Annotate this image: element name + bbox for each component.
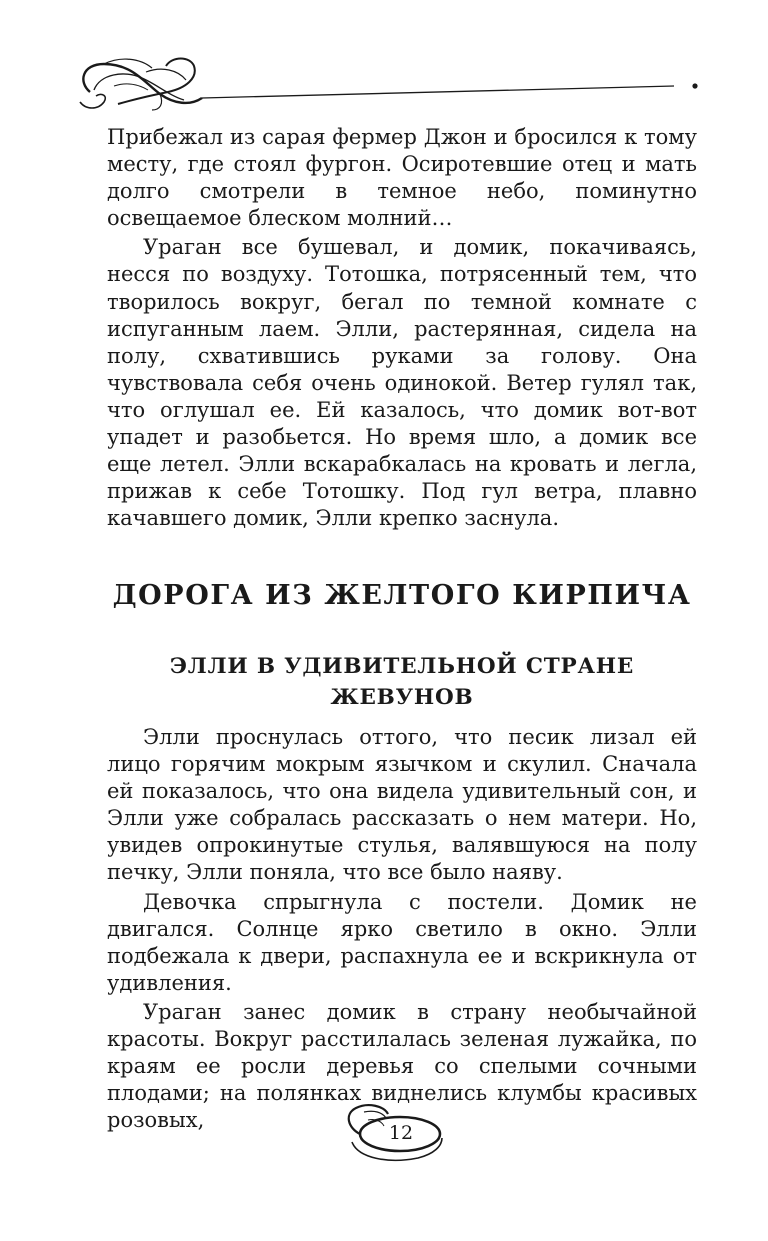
intro-text [107, 124, 697, 532]
paragraph: Прибежал из сарая фермер Джон и бросился к тому месту, где стоял фургон. Осиротевшие отец и мать долго смотрели в темное небо, поминутно освещаемое блеском молний… [107, 125, 697, 231]
section-title-line: ЖЕВУНОВ [330, 685, 474, 710]
chapter-title: ДОРОГА ИЗ ЖЕЛТОГО КИРПИЧА [112, 580, 692, 611]
chapter-text [107, 724, 697, 1134]
page-number: 12 [388, 1122, 414, 1144]
section-title [140, 651, 664, 713]
paragraph: Девочка спрыгнула с постели. Домик не двигался. Солнце ярко светило в окно. Элли подбежала к двери, распахнула ее и вскрикнула от удивления. [107, 889, 697, 995]
paragraph: Ураган все бушевал, и домик, покачиваясь, несся по воздуху. Тотошка, потрясенный тем, что творилось вокруг, бегал по темной комнате с испуганным лаем. Элли, растерянная, сидела на полу, схватившись руками за голову. Она чувствовала себя очень одинокой. Ветер гулял так, что оглушал ее. Ей казалось, что домик вот-вот упадет и разобьется. Но время шло, а домик все еще летел. Элли вскарабкалась на кровать и легла, прижав к себе Тотошку. Под гул ветра, плавно качавшего домик, Элли крепко заснула. [107, 235, 697, 531]
paragraph: Элли проснулась оттого, что песик лизал ей лицо горячим мокрым язычком и скулил. Сначала ей показалось, что она видела удивительный сон, и Элли уже собралась рассказать о нем матери. Но, увидев опрокинутые стулья, валявшуюся на полу печку, Элли поняла, что все было наяву. [107, 725, 697, 885]
section-title-line: ЭЛЛИ В УДИВИТЕЛЬНОЙ СТРАНЕ [169, 654, 635, 679]
flourish-ornament-icon [74, 52, 704, 114]
paragraph: Ураган занес домик в страну необычайной красоты. Вокруг расстилалась зеленая лужайка, по краям ее росли деревья со спелыми сочными плодами; на полянках виднелись клумбы красивых розовых, [107, 999, 697, 1133]
